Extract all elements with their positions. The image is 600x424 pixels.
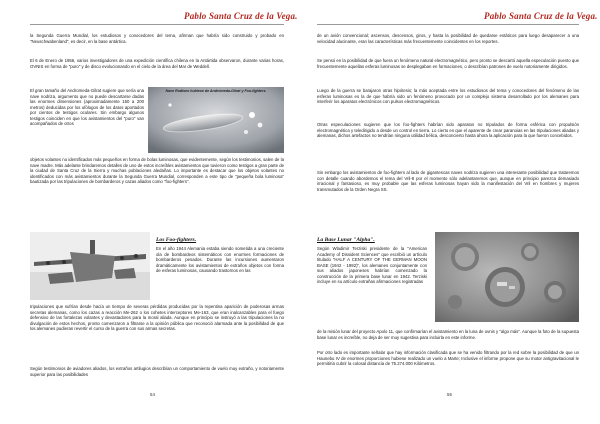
paragraph: de la misión lunar del proyecto Apolo 11, que confirmarían el avistamiento en la luna de ovnis y "algo más". Aunque la foto de la supuesta base lunar es increíble, no deja de ser muy sugestiva para incluirla en este informe. bbox=[317, 329, 579, 340]
paragraph: Por otro lado es importante señalar que hay información clasificada que se ha venido filtrando por la red sobre la posibilidad de que un Haunebu IV de enormes proporciones hubiese realizado un vuelo a Marte; Inclusive el informe propone que su motor antigravitacional le permitiría cubrir la colosal distancia de 75.274.000 Kilómetros. bbox=[317, 350, 579, 367]
paragraph: objetos volantes no identificados más pequeños en forma de bolas luminosas, que evidentemente, según los testimonios, salen de la nave madre. Más adelante brindaremos detalles de uno de estos increíbles avistamientos que tuvieron como testigos a gran parte de la ciudad de Santa Cruz de la Sierra y muchas poblaciones aledañas. Lo importante es destacar que los objetos volantes no identificados con más avistamientos durante la Segunda Guerra Mundial, corresponden a este tipo de "pequeña bola luminosa" bautizada por las tripulaciones de bombarderos y cazas aliados como "foo-fighters". bbox=[30, 157, 284, 185]
section-title: Los Foo-fighters. bbox=[156, 237, 197, 243]
ufo-photo bbox=[148, 87, 284, 153]
page-number: 54 bbox=[150, 392, 155, 397]
moon-base-photo bbox=[435, 232, 579, 322]
paragraph: Según Wladimir Terziski presidente de la "American Academy of Dissident Sciences" que escribió un artículo titulado "HALF A CENTURY OF THE GERMAN MOON BASE (1942 - 1992)", los alemanes conjuntamente con sus aliados japoneses habrían comenzado la construcción de la primera base lunar en 1942. Terziski incluye en su artículo extrañas afirmaciones registradas bbox=[317, 246, 427, 285]
paragraph: tripulaciones que sufrían desde hacía un tiempo de severas pérdidas producidas por la repentina aparición de poderosas armas secretas alemanas, como los cazas a reacción Me-262 o los cohetes interceptores Me-163, que eran inalcanzables para el fuego defensivo de las fortalezas volantes y devastadores para la moral aliada. Aunque en principio se instruyó a las tripulaciones la no divulgación de estos hechos, pronto comenzaron a filtrarse a la opinión pública que reconoció alarmada ante la posibilidad de que los alemanes pudieran revertir el curso de la guerra con sus armas secretas. bbox=[30, 304, 284, 332]
paragraph: la Segunda Guerra Mundial, los estudiosos y conocedores del tema, afirman que habría sido construido y probado en "Neuschwabenland", es decir, en la base antártica. bbox=[30, 33, 284, 44]
header-rule bbox=[317, 24, 579, 25]
header-rule bbox=[30, 24, 284, 25]
paragraph: Sin embargo los avistamientos de foo-fighters al lado de gigantescas naves nodriza sugieren una interesante posibilidad que trataremos con detalle cuando abordemos el tema del Vril-8 por el momento sólo adelantaremos que, aunque en principio parezca demasiado irracional y fantasioso, es muy probable que las esferas luminosas hayan sido la manifestación del Vril en hombres y mujeres transmutados de la Orden Negra SS. bbox=[317, 170, 579, 192]
paragraph: Otras especulaciones sugieren que los foo-fighters habrían sido aparatos no tripulados de forma esférica con propulsión electromagnética y teledirigido a desde un control en tierra. Lo cierto es que el aparente de crear paranoias en las tripulaciones aliadas y alemanas, dichos artefactos no tendrían ninguna utilidad bélica, desconcierto hasta ahora la aplicación para la que fueron concebidos. bbox=[317, 122, 579, 139]
bomber-photo bbox=[30, 232, 150, 300]
paragraph: En el año 1944 Alemania estaba siendo sometida a una creciente ola de bombardeos sistemáticos con enormes formaciones de bombarderos pesados. Durante las incursiones aumentaron dramáticamente los avistamientos de extraños objetos con forma de esferas luminosas, causando trastornos en las bbox=[156, 246, 284, 274]
section-title: La Base Lunar "Alpha". bbox=[317, 237, 375, 243]
paragraph: El 6 de Enero de 1956, varios investigadores de una expedición científica chilena en la Antártida observaron, durante varias horas, OVNIS en forma de "puro" y de disco evolucionando en el cielo de la área del Mar de Weddell. bbox=[30, 58, 284, 69]
paragraph: Luego de la guerra se barajaron otras hipótesis; la más aceptada entre los estudiosos del tema y conocedores del fenómeno de las esferas luminosas es la de que habría sido un fenómeno provocado por un complejo sistema desarrollado por los alemanes para interferir los aparatos electrónicos con pulsos electromagnéticos. bbox=[317, 88, 579, 105]
right-page bbox=[300, 0, 600, 424]
paragraph: de un avión convencional; ascensos, descensos, giros, y hasta la posibilidad de quedarse estáticos para luego desaparecer a una velocidad alucinante, eran las características más frecuentemente coincidentes en los reportes. bbox=[317, 33, 579, 44]
paragraph: Se pensó en la posibilidad de que fuera un fenómeno natural electromagnético, pero pronto se descartó aquella especulación puesto que frecuentemente aquellas esferas luminosas se desplegaban en formaciones, o describían patrones de vuelo notoriamente dirigidos. bbox=[317, 58, 579, 69]
paragraph: El gran tamaño del Andromeda-Gilrat sugiere que sería una nave nodriza, argumento que no puede descartarse dadas las enormes dimensiones (aproximadamente 150 a 200 metros) deducidas por los ufólogos de los datos aportados por cientos de testigos oculares. Sin embargo algunos testigos coinciden en que los avistamientos del "puro" van acompañados de otros bbox=[30, 88, 144, 127]
running-header: Pablo Santa Cruz de la Vega. bbox=[184, 11, 298, 21]
running-header: Pablo Santa Cruz de la Vega. bbox=[484, 11, 598, 21]
paragraph: Según testimonios de aviadores aliados, los extraños artilugios describían un comportamiento de vuelo muy extraño, y notoriamente superior para las posibilidades bbox=[30, 366, 284, 377]
page-number: 55 bbox=[447, 392, 452, 397]
photo-caption: Nave Rodiseo hubiese de Andrómeda-Gilrat y Foo-fighters. bbox=[165, 89, 267, 93]
